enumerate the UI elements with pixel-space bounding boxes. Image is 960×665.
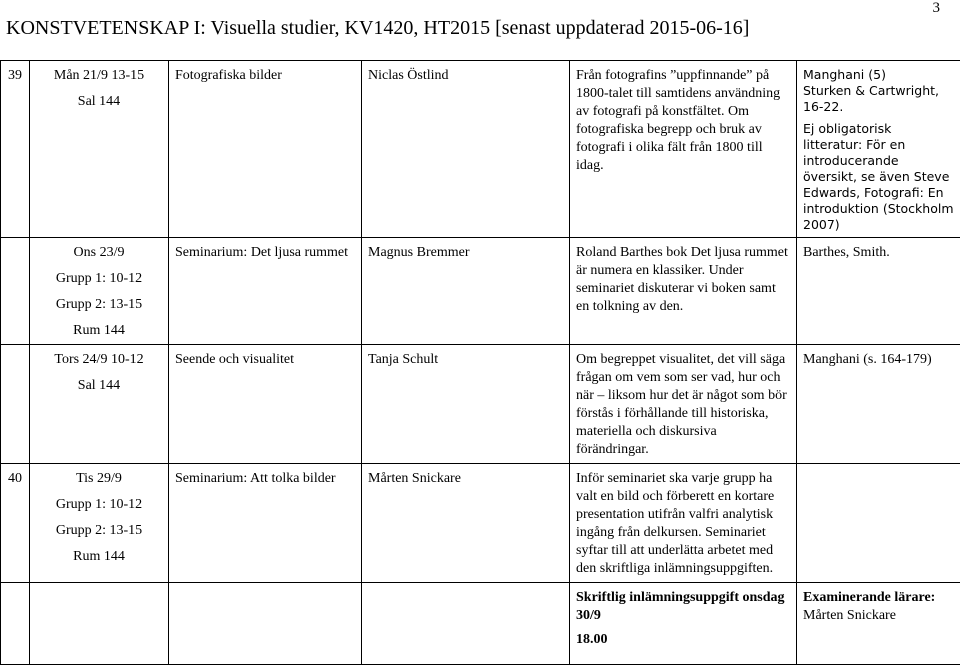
date-cell [30, 61, 169, 238]
examiner-label: Examinerande lärare: [803, 589, 954, 607]
week-cell: 39 [1, 61, 30, 238]
group-line: Grupp 2: 13-15 [36, 522, 162, 540]
page-number: 3 [933, 0, 941, 17]
description-cell: Inför seminariet ska varje grupp ha valt en bild och förberett en kortare presentation utifrån valfri analytisk ingång från delkursen. Seminariet syftar till att underlätta arbetet med den skriftliga inlämningsuppgiften. [570, 464, 797, 583]
room-line: Sal 144 [36, 377, 162, 395]
date-cell [30, 345, 169, 464]
topic-cell: Seende och visualitet [169, 345, 362, 464]
teacher-cell: Niclas Östlind [362, 61, 570, 238]
room-line: Rum 144 [36, 322, 162, 340]
table-row [1, 583, 960, 665]
group-line: Grupp 1: 10-12 [36, 496, 162, 514]
literature-cell [797, 61, 960, 238]
teacher-cell: Tanja Schult [362, 345, 570, 464]
deadline-time: 18.00 [576, 631, 790, 649]
deadline-text: Skriftlig inlämningsuppgift onsdag 30/9 [576, 589, 790, 625]
week-cell [1, 583, 30, 665]
examiner-name: Mårten Snickare [803, 607, 954, 625]
date-cell [30, 238, 169, 345]
literature-cell: Barthes, Smith. [797, 238, 960, 345]
group-line: Grupp 2: 13-15 [36, 296, 162, 314]
topic-cell: Seminarium: Det ljusa rummet [169, 238, 362, 345]
topic-cell: Seminarium: Att tolka bilder [169, 464, 362, 583]
literature-line: Sturken & Cartwright, 16-22. [803, 83, 954, 115]
literature-cell: Manghani (s. 164-179) [797, 345, 960, 464]
page-title: KONSTVETENSKAP I: Visuella studier, KV1420, HT2015 [senast uppdaterad 2015-06-16] [6, 16, 749, 40]
topic-cell: Fotografiska bilder [169, 61, 362, 238]
description-cell: Från fotografins ”uppfinnande” på 1800-talet till samtidens användning av fotografi på konstfältet. Om fotografiska begrepp och bruk av fotografi i olika fält från 1800 till idag. [570, 61, 797, 238]
literature-cell [797, 464, 960, 583]
room-line: Sal 144 [36, 93, 162, 111]
literature-note: Ej obligatorisk litteratur: För en introducerande översikt, se även Steve Edwards, Fotografi: En introduktion (Stockholm 2007) [803, 121, 954, 233]
table-row [1, 464, 960, 583]
teacher-cell: Magnus Bremmer [362, 238, 570, 345]
literature-line: Manghani (5) [803, 67, 954, 83]
topic-cell [169, 583, 362, 665]
table-row [1, 61, 960, 238]
date-cell [30, 464, 169, 583]
table-row [1, 345, 960, 464]
table-row [1, 238, 960, 345]
teacher-cell: Mårten Snickare [362, 464, 570, 583]
date-cell [30, 583, 169, 665]
description-cell [570, 583, 797, 665]
date-line: Tors 24/9 10-12 [36, 351, 162, 369]
week-cell: 40 [1, 464, 30, 583]
date-line: Ons 23/9 [36, 244, 162, 262]
date-line: Tis 29/9 [36, 470, 162, 488]
description-cell: Roland Barthes bok Det ljusa rummet är numera en klassiker. Under seminariet diskuterar vi boken samt en tolkning av den. [570, 238, 797, 345]
literature-cell [797, 583, 960, 665]
group-line: Grupp 1: 10-12 [36, 270, 162, 288]
week-cell [1, 238, 30, 345]
schedule-table [0, 60, 960, 665]
room-line: Rum 144 [36, 548, 162, 566]
description-cell: Om begreppet visualitet, det vill säga frågan om vem som ser vad, hur och när – liksom hur det är något som bör förstås i förhållande till historiska, materiella och diskursiva förändringar. [570, 345, 797, 464]
teacher-cell [362, 583, 570, 665]
week-cell [1, 345, 30, 464]
date-line: Mån 21/9 13-15 [36, 67, 162, 85]
